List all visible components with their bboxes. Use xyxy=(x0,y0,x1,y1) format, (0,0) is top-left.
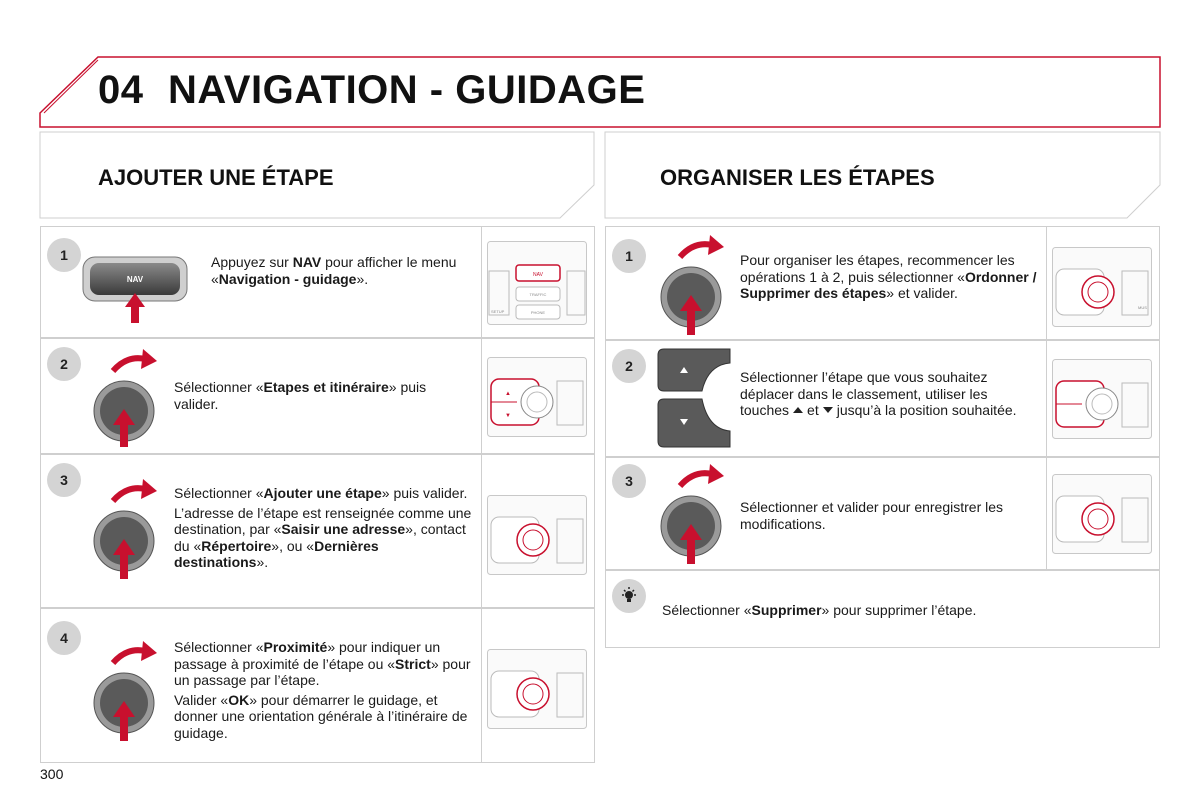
nav-button-illustration xyxy=(81,247,191,332)
tip-box xyxy=(605,570,1160,648)
left-step-2 xyxy=(40,338,595,454)
down-arrow-icon xyxy=(823,407,833,413)
step-text: Pour organiser les étapes, recommencer les opérations 1 à 2, puis sélectionner «Ordonner / Supprimer des étapes» et valider. xyxy=(740,252,1037,301)
left-section-title: AJOUTER UNE ÉTAPE xyxy=(98,165,334,190)
rotary-knob-illustration xyxy=(660,464,732,568)
step-badge: 2 xyxy=(47,347,81,381)
radio-panel-thumbnail xyxy=(1052,359,1152,439)
step-badge: 1 xyxy=(47,238,81,272)
left-step-4 xyxy=(40,608,595,763)
svg-text:SETUP: SETUP xyxy=(491,309,505,314)
radio-panel-thumbnail xyxy=(487,649,587,729)
radio-panel-thumbnail xyxy=(487,495,587,575)
tip-text: Sélectionner «Supprimer» pour supprimer l’étape. xyxy=(662,602,977,618)
step-text: Sélectionner «Proximité» pour indiquer un passage à proximité de l’étape ou «Strict» pour un passage par l’étape. Valider «OK» pour démarrer le guidage, et donner une orientation générale à l’itinéraire de guidage. xyxy=(174,639,471,741)
right-step-3 xyxy=(605,457,1160,570)
step-badge: 3 xyxy=(612,464,646,498)
left-step-1 xyxy=(40,226,595,338)
svg-text:NAV: NAV xyxy=(533,272,543,278)
step-badge: 2 xyxy=(612,349,646,383)
nav-button-label: NAV xyxy=(126,275,144,284)
rotary-knob-illustration xyxy=(93,349,165,449)
step-text: Sélectionner l’étape que vous souhaitez déplacer dans le classement, utiliser les touches et jusqu’à la position souhaitée. xyxy=(740,369,1017,418)
svg-text:▼: ▼ xyxy=(505,413,511,419)
lightbulb-icon xyxy=(612,579,646,613)
rotary-knob-illustration xyxy=(93,479,165,583)
page-title: NAVIGATION - GUIDAGE xyxy=(168,68,646,112)
svg-text:▲: ▲ xyxy=(505,391,511,397)
rotary-knob-illustration xyxy=(93,641,165,745)
radio-panel-thumbnail xyxy=(1052,474,1152,554)
column-headers xyxy=(0,0,1200,230)
left-step-3 xyxy=(40,454,595,608)
up-down-keys-illustration xyxy=(656,347,738,453)
rotary-knob-illustration xyxy=(660,235,732,339)
step-badge: 1 xyxy=(612,239,646,273)
radio-panel-thumbnail xyxy=(487,357,587,437)
step-badge: 3 xyxy=(47,463,81,497)
radio-panel-thumbnail xyxy=(1052,247,1152,327)
step-text: Sélectionner «Ajouter une étape» puis valider. L’adresse de l’étape est renseignée comme une destination, par «Saisir une adresse», contact du «Répertoire», ou «Dernières destinations». xyxy=(174,485,472,570)
chapter-number: 04 xyxy=(98,68,144,112)
right-step-1 xyxy=(605,226,1160,340)
step-text: Sélectionner et valider pour enregistrer les modifications. xyxy=(740,499,1004,532)
right-section-title: ORGANISER LES ÉTAPES xyxy=(660,165,935,190)
step-text: Appuyez sur NAV pour afficher le menu «Navigation - guidage». xyxy=(211,254,457,287)
step-badge: 4 xyxy=(47,621,81,655)
up-arrow-icon xyxy=(793,407,803,413)
svg-text:MUS: MUS xyxy=(1138,305,1147,310)
svg-text:TRAFFIC: TRAFFIC xyxy=(529,292,547,297)
radio-panel-thumbnail xyxy=(487,241,587,325)
step-text: Sélectionner «Etapes et itinéraire» puis valider. xyxy=(174,379,427,412)
right-step-2 xyxy=(605,340,1160,457)
svg-text:PHONE: PHONE xyxy=(530,310,546,315)
page-number: 300 xyxy=(40,766,64,782)
